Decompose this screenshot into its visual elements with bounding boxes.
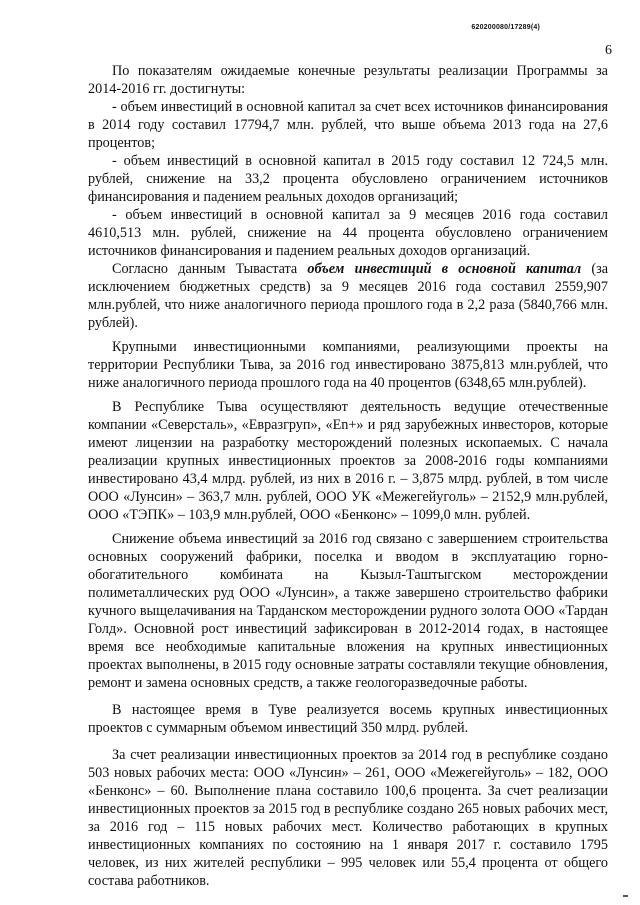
paragraph-tyvastat-end: (за исключением бюджетных средств) за 9 месяцев 2016 года составил 2559,907 млн.рублей, что ниже аналогичного периода прошлого года в 2,2 раза (5840,766 млн. рублей). — [88, 261, 609, 331]
paragraph-tyvastat-start: Согласно данным Тывастата — [112, 261, 308, 277]
paragraph-bullet-2014: - объем инвестиций в основной капитал за счет всех источников финансирования в 2014 году составил 17794,7 млн. рублей, что выше объема 2013 года на 27,6 процентов; — [88, 99, 608, 151]
paragraph-leading-companies: В Республике Тыва осуществляют деятельность ведущие отечественные компании «Северсталь», «Евразгруп», «En+» и ряд зарубежных инвесторов, которые имеют лицензии на разработку месторождений полезных ископаемых. С начала реализации крупных инвестиционных проектов за 2008-2016 годы компаниями инвестировано 43,4 млрд. рублей, из них в 2016 г. – 3,875 млрд. рублей, в том числе ООО «Лунсин» – 363,7 млн. рублей, ООО УК «Межегейуголь» – 2152,9 млн.рублей, ООО «ТЭПК» – 103,9 млн.рублей, ООО «Бенконс» – 1099,0 млн. рублей. — [88, 399, 608, 523]
paragraph-current-projects: В настоящее время в Туве реализуется восемь крупных инвестиционных проектов с суммарным объемом инвестиций 350 млрд. рублей. — [88, 702, 608, 736]
paragraph-tyvastat-emphasis: объем инвестиций в основной капитал — [307, 261, 582, 277]
document-id: 620200080/17289(4) — [471, 24, 540, 31]
paragraph-jobs-created: За счет реализации инвестиционных проектов за 2014 год в республике создано 503 новых рабочих места: ООО «Лунсин» – 261, ООО «Межегейуголь» – 182, ООО «Бенконс» – 60. Выполнение плана составило 100,6 процента. За счет реализации инвестиционных проектов за 2015 год в республике создано 265 новых рабочих мест, за 2016 год – 115 новых рабочих мест. Количество работающих в крупных инвестиционных компаниях по состоянию на 1 января 2017 г. составило 1795 человек, из них жителей республики – 995 человек или 55,4 процента от общего состава работников. — [88, 747, 608, 889]
paragraph-intro: По показателям ожидаемые конечные результаты реализации Программы за 2014-2016 гг. достигнуты: — [88, 63, 608, 97]
page-edge-mark — [623, 895, 628, 897]
paragraph-bullet-2015: - объем инвестиций в основной капитал в 2015 году составил 12 724,5 млн. рублей, снижение на 33,2 процента обусловлено ограничением источников финансирования и падением реальных доходов организаций; — [88, 153, 608, 205]
paragraph-investment-decline: Снижение объема инвестиций за 2016 год связано с завершением строительства основных сооружений фабрики, поселка и вводом в эксплуатацию горно-обогатительного комбината на Кызыл-Таштыгском месторождении полиметаллических руд ООО «Лунсин», а также завершено строительство фабрики кучного выщелачивания на Тарданском месторождении рудного золота ООО «Тардан Голд». Основной рост инвестиций зафиксирован в 2012-2014 годах, в настоящее время все необходимые капитальные вложения на крупных инвестиционных проектах выполнены, в 2015 году основные затраты составляли текущие обновления, ремонт и замена основных средств, а также геологоразведочные работы. — [88, 531, 608, 691]
page-number: 6 — [605, 43, 612, 58]
paragraph-large-companies: Крупными инвестиционными компаниями, реализующими проекты на территории Республики Тыва, за 2016 год инвестировано 3875,813 млн.рублей, что ниже аналогичного периода прошлого года на 40 процентов (6348,65 млн.рублей). — [88, 339, 608, 391]
paragraph-bullet-2016: - объем инвестиций в основной капитал за 9 месяцев 2016 года составил 4610,513 млн. рублей, снижение на 44 процента обусловлено ограничением источников финансирования и падением реальных доходов организаций. — [88, 207, 608, 259]
document-body — [88, 62, 608, 890]
paragraph-tyvastat — [88, 260, 608, 332]
